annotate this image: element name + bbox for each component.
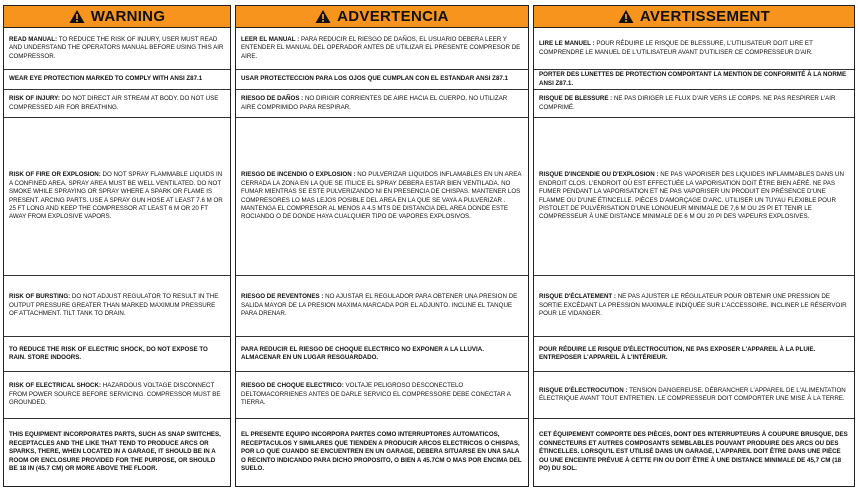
warning-row-label: RISQUE D'ÉCLATEMENT : <box>539 293 616 301</box>
warning-triangle-icon <box>69 9 85 24</box>
spanish-warning-panel <box>235 5 529 487</box>
warning-row-label: RIESGO DE DAÑOS : <box>241 95 304 103</box>
english-warning-panel <box>3 5 231 487</box>
warning-row-text: NE PAS DIRIGER LE FLUX D'AIR VERS LE CORPS. NE PAS RESPIRER L'AIR COMPRIMÉ. <box>539 95 836 111</box>
warning-row <box>534 276 854 337</box>
warning-row <box>534 28 854 70</box>
panel-title: ADVERTENCIA <box>337 8 449 25</box>
warning-row-label: LEER EL MANUAL : <box>241 35 300 43</box>
warning-row-text: NO DIRIGIR CORRIENTES DE AIRE HACIA EL CUERPO, NO UTILIZAR AIRE COMPRIMIDO PARA RESPIRAR. <box>241 95 508 111</box>
warning-row-text: PORTER DES LUNETTES DE PROTECTION COMPORTANT LA MENTION DE CONFORMITÉ À LA NORME ANSI Z87.1. <box>539 71 847 87</box>
panel-title: AVERTISSEMENT <box>639 8 771 25</box>
warning-row-text: TO REDUCE THE RISK OF ELECTRIC SHOCK, DO NOT EXPOSE TO RAIN. STORE INDOORS. <box>9 345 208 361</box>
panel-header <box>4 6 230 28</box>
warning-row-label: RIESGO DE INCENDIO O EXPLOSION : <box>241 171 356 179</box>
warning-row <box>4 372 230 419</box>
warning-row <box>534 419 854 486</box>
french-warning-panel <box>533 5 855 487</box>
warning-row-text: NO PULVERIZAR LIQUIDOS INFLAMABLES EN UN AREA CERRADA LA ZONA EN LA QUE SE ITILICE EL SPRAY DEBERA ESTAR BIEN VENTILADA. NO FUMAR MIENTRAS SE ESTE PULVERIZANDO NI EN PRESENCIA DE CHISPAS. MANTENER LOS COMPRESORES LO MAS LEJOS POSIBLE DEL AREA EN LA QUE SE VAYA A PULVERIZAR . MANTENGA EL COMPRESOR AL MENOS A 4.5 MTS DE DISTANCIA DEL AREA DONDE ESTE ROCIANDO O DE DONDE HAYA CUALQUIER TIPO DE VAPORES EXPLOSIVOS. <box>241 171 522 221</box>
warning-row <box>236 28 528 70</box>
warning-row <box>4 28 230 70</box>
warning-row-text: NO AJUSTAR EL REGULADOR PARA OBTENER UNA PRESION DE SALIDA MAYOR DE LA PRESION MAXIMA MARCADA POR EL ADJUNTO. INCLINE EL TANQUE PARA DRENAR. <box>241 293 518 318</box>
warning-row-text: EL PRESENTE EQUIPO INCORPORA PARTES COMO INTERRUPTORES AUTOMATICOS, RECEPTACULOS Y SIMILARES QUE TIENDEN A PRODUCIR ARCOS ELECTRICOS O CHISPAS, POR LO QUE CUANDO SE ENCUENTREN EN UN GARAGE, DEBERA SITUARSE EN UNA SALA O RECINTO INDICANDO PARA DICHO PROPOSITO, O BIEN A 45.7CM O MAS POR ENCIMA DEL SUELO. <box>241 431 522 473</box>
warning-row <box>236 70 528 90</box>
warning-row-text: HAZARDOUS VOLTAGE DISCONNECT FROM POWER SOURCE BEFORE SERVICING. COMPRESSOR MUST BE GROUNDED. <box>9 382 221 407</box>
warning-row-label: READ MANUAL: <box>9 35 58 43</box>
panel-header <box>236 6 528 28</box>
warning-row-text: THIS EQUIPMENT INCORPORATES PARTS, SUCH AS SNAP SWITCHES, RECEPTACLES AND THE LIKE THAT TEND TO PRODUCE ARCS OR SPARKS, THERE, WHEN LOCATED IN A GARAGE, IT SHOULD BE IN A ROOM OR ENCLOSURE PROVIDED FOR THE PURPOSE, OR SHOULD BE 18 IN (45.7 CM) OR MORE ABOVE THE FLOOR. <box>9 431 221 473</box>
warning-row <box>534 70 854 90</box>
warning-row <box>236 276 528 337</box>
warning-row-text: TENSION DANGEREUSE. DÉBRANCHER L'APPAREIL DE L'ALIMENTATION ÉLECTRIQUE AVANT TOUT ENTRETIEN. LE COMPRESSEUR DOIT COMPORTER UNE MISE À LA TERRE. <box>539 386 846 402</box>
warning-row-text: DO NOT DIRECT AIR STREAM AT BODY. DO NOT USE COMPRESSED AIR FOR BREATHING. <box>9 95 219 111</box>
warning-row-text: VOLTAJE PELIGROSO DESCONECTELO DELTOMACORRIENES ANTES DE DARLE SERVICO EL COMPRESSORE DEBE CONECTAR A TIERRA. <box>241 382 511 407</box>
warning-row-label: RIESGO DE REVENTONES : <box>241 293 324 301</box>
warning-row-text: DO NOT SPRAY FLAMMABLE LIQUIDS IN A CONFINED AREA. SPRAY AREA MUST BE WELL VENTILATED. DO NOT SMOKE WHILE SPRAYING OR SPRAY WHERE A SPARK OR FLAME IS PRESENT. ARCING PARTS. USE A SPRAY GUN HOSE AT LEAST 7.6 M OR 25 FT LONG AND KEEP THE COMPRESSOR AT LEAST 6 M OR 20 FT AWAY FROM EXPLOSIVE VAPORS. <box>9 171 223 221</box>
warning-row-label: RISQUE DE BLESSURE : <box>539 95 613 103</box>
warning-row-text: PARA REDUCIR EL RIESGO DE CHOQUE ELECTRICO NO EXPONER A LA LLUVIA. ALMACENAR EN UN LUGAR RESGUARDADO. <box>241 345 484 361</box>
warning-row-label: RISK OF BURSTING: <box>9 293 71 301</box>
warning-row-label: RISK OF FIRE OR EXPLOSION: <box>9 171 101 179</box>
panel-header <box>534 6 854 28</box>
warning-row-text: WEAR EYE PROTECTION MARKED TO COMPLY WITH ANSI Z87.1 <box>9 75 203 83</box>
warning-row <box>236 419 528 486</box>
warning-row <box>534 337 854 372</box>
panel-title: WARNING <box>90 8 166 25</box>
warning-row-text: POUR RÉDUIRE LE RISQUE D'ÉLECTROCUTION, NE PAS EXPOSER L'APPAREIL À LA PLUIE. ENTREPOSER L'APPAREIL À L'INTÉRIEUR. <box>539 345 816 361</box>
warning-row-label: LIRE LE MANUEL : <box>539 40 595 48</box>
warning-row <box>236 90 528 118</box>
warning-row <box>4 90 230 118</box>
warning-row <box>236 372 528 419</box>
warning-row-text: TO REDUCE THE RISK OF INJURY, USER MUST READ AND UNDERSTAND THE OPERATORS MANUAL BEFORE USING THIS AIR COMPRESSOR. <box>9 35 224 60</box>
warning-row <box>4 118 230 276</box>
warning-row-label: RISQUE D'ÉLECTROCUTION : <box>539 386 628 394</box>
warning-triangle-icon <box>315 9 331 24</box>
warning-row-text: PARA REDUCIR EL RIESGO DE DAÑOS, EL USUARIO DEBERA LEER Y ENTENDER EL MANUAL DEL OPERADOR ANTES DE UTILIZAR EL PRESENTE COMPRESOR DE AIRE. <box>241 35 521 60</box>
warning-row <box>236 337 528 372</box>
warning-row-text: POUR RÉDUIRE LE RISQUE DE BLESSURE, L'UTILISATEUR DOIT LIRE ET COMPRENDRE LE MANUEL DE L'UTILISATEUR AVANT D'UTILISER CE COMPRESSEUR D'AIR. <box>539 40 813 56</box>
warning-row <box>4 276 230 337</box>
warning-row-text: USAR PROTECTECCION PARA LOS OJOS QUE CUMPLAN CON EL ESTANDAR ANSI Z87.1 <box>241 75 509 83</box>
warning-row <box>534 118 854 276</box>
warning-row-text: NE PAS AJUSTER LE RÉGULATEUR POUR OBTENIR UNE PRESSION DE SORTIE EXCÉDANT LA PRESSION MAXIMALE INDIQUÉE SUR L'ACCESSOIRE. INCLINER LE RÉSERVOIR POUR LE VIDANGER. <box>539 293 847 318</box>
warning-row <box>4 337 230 372</box>
warning-row-text: CET ÉQUIPEMENT COMPORTE DES PIÈCES, DONT DES INTERRUPTEURS À COUPURE BRUSQUE, DES CONNECTEURS ET AUTRES COMPOSANTS SEMBLABLES POUVANT PRODUIRE DES ARCS OU DES ÉTINCELLES. LORSQU'IL EST UTILISÉ DANS UN GARAGE, L'APPAREIL DOIT ÊTRE DANS UNE PIÈCE OU UNE ENCEINTE PRÉVUE À CETTE FIN OU DOIT ÊTRE À UNE DISTANCE MINIMALE DE 45,7 CM (18 PO) DU SOL. <box>539 431 848 473</box>
warning-row <box>4 419 230 486</box>
warning-row <box>534 372 854 419</box>
warning-row-label: RIESGO DE CHOQUE ELECTRICO: <box>241 382 344 390</box>
warning-row-label: RISK OF INJURY: <box>9 95 60 103</box>
warning-row <box>534 90 854 118</box>
warning-row-label: RISQUE D'INCENDIE OU D'EXPLOSION : <box>539 171 659 179</box>
warning-triangle-icon <box>618 9 634 24</box>
warning-row-text: NE PAS VAPORISER DES LIQUIDES INFLAMMABLES DANS UN ENDROIT CLOS. L'ENDROIT OÙ EST EFFECTUÉE LA VAPORISATION DOIT ÊTRE BIEN AÉRÉ. NE PAS FUMER PENDANT LA VAPORISATION ET NE PAS VAPORISER UN PRODUIT EN PRÉSENCE D'UNE FLAMME OU D'UNE ÉTINCELLE. PIÈCES D'AMORÇAGE D'ARC. UTILISER UN TUYAU FLEXIBLE POUR PISTOLET DE PULVÉRISATION D'UNE LONGUEUR MINIMALE DE 7,6 M OU 25 PI ET TENIR LE COMPRESSEUR À UNE DISTANCE MINIMALE DE 6 M OU 20 PI DES VAPEURS EXPLOSIVES. <box>539 171 844 221</box>
warning-row <box>236 118 528 276</box>
warning-row-text: DO NOT ADJUST REGULATOR TO RESULT IN THE OUTPUT PRESSURE GREATER THAN MARKED MAXIMUM PRESSURE OF ATTACHMENT. TILT TANK TO DRAIN. <box>9 293 219 318</box>
warning-row <box>4 70 230 90</box>
warning-row-label: RISK OF ELECTRICAL SHOCK: <box>9 382 102 390</box>
